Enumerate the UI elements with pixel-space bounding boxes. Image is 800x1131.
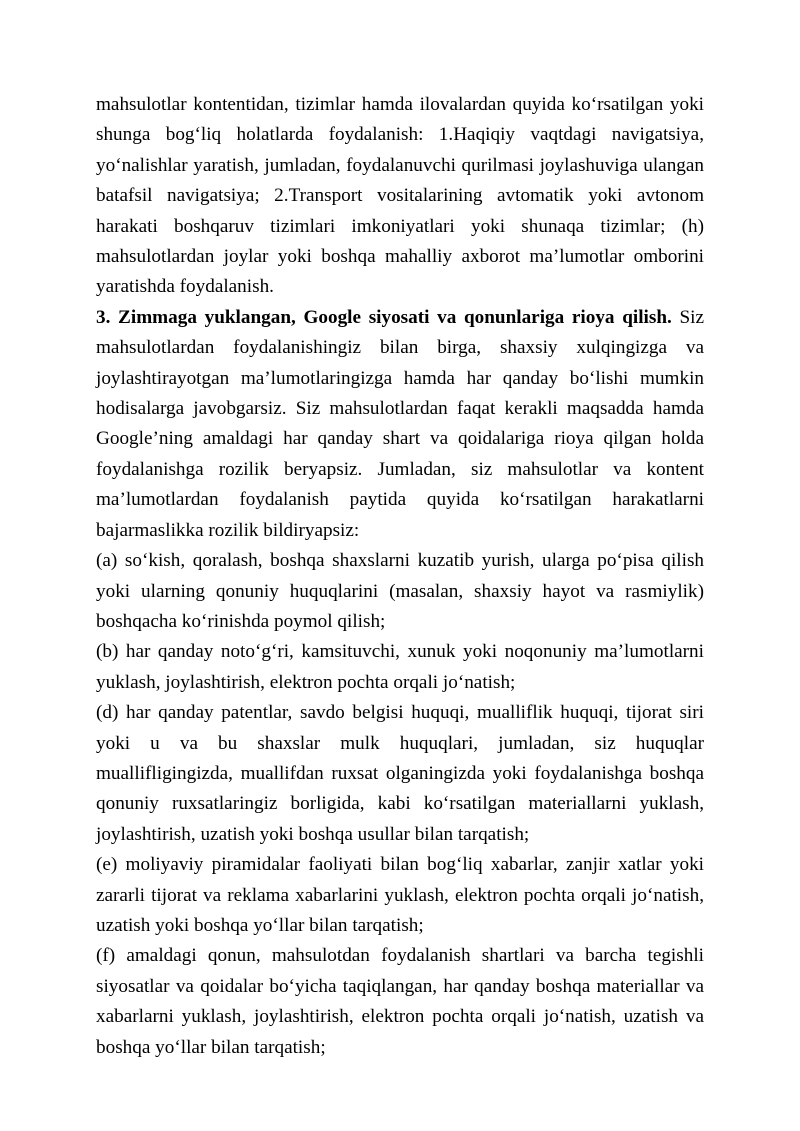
list-item-d: (d) har qanday patentlar, savdo belgisi huquqi, mualliflik huquqi, tijorat siri yoki u va bu shaxslar mulk huquqlari, jumladan, siz huquqlar muallifligingizda, muallifdan ruxsat olganingizda yoki foydalanishga boshqa qonuniy ruxsatlaringiz borligida, kabi ko‘rsatilgan materiallarni yuklash, joylashtirish, uzatish yoki boshqa usullar bilan tarqatish; — [96, 702, 704, 845]
list-item-a: (a) so‘kish, qoralash, boshqa shaxslarni kuzatib yurish, ularga po‘pisa qilish yoki ularning qonuniy huquqlarini (masalan, shaxsiy hayot va rasmiylik) boshqacha ko‘rinishda poymol qilish; — [96, 550, 704, 632]
section-3-body: Siz mahsulotlardan foydalanishingiz bilan birga, shaxsiy xulqingizga va joylashtirayotgan ma’lumotlaringizga hamda har qanday bo‘lishi mumkin hodisalarga javobgarsiz. Siz mahsulotlardan faqat kerakli maqsadda hamda Google’ning amaldagi har qanday shart va qoidalariga rioya qilgan holda foydalanishga rozilik beryapsiz. Jumladan, siz mahsulotlar va kontent ma’lumotlardan foydalanish paytida quyida ko‘rsatilgan harakatlarni bajarmaslikka rozilik bildiryapsiz: — [96, 306, 704, 541]
document-page — [96, 90, 704, 1063]
list-item-b: (b) har qanday noto‘g‘ri, kamsituvchi, xunuk yoki noqonuniy ma’lumotlarni yuklash, joylashtirish, elektron pochta orqali jo‘natish; — [96, 641, 704, 693]
paragraph-continuation: mahsulotlar kontentidan, tizimlar hamda ilovalardan quyida ko‘rsatilgan yoki shunga bog‘liq holatlarda foydalanish: 1.Haqiqiy vaqtdagi navigatsiya, yo‘nalishlar yaratish, jumladan, foydalanuvchi qurilmasi joylashuviga ulangan batafsil navigatsiya; 2.Transport vositalarining avtomatik yoki avtonom harakati boshqaruv tizimlari imkoniyatlari yoki shunaqa tizimlar; (h) mahsulotlardan joylar yoki boshqa mahalliy axborot ma’lumotlar omborini yaratishda foydalanish. — [96, 94, 704, 298]
list-item-f: (f) amaldagi qonun, mahsulotdan foydalanish shartlari va barcha tegishli siyosatlar va qoidalar bo‘yicha taqiqlangan, har qanday boshqa materiallar va xabarlarni yuklash, joylashtirish, elektron pochta orqali jo‘natish, uzatish va boshqa yo‘llar bilan tarqatish; — [96, 945, 704, 1058]
list-item-e: (e) moliyaviy piramidalar faoliyati bilan bog‘liq xabarlar, zanjir xatlar yoki zararli tijorat va reklama xabarlarini yuklash, elektron pochta orqali jo‘natish, uzatish yoki boshqa yo‘llar bilan tarqatish; — [96, 854, 704, 936]
section-3-paragraph — [96, 303, 704, 546]
section-3-heading: 3. Zimmaga yuklangan, Google siyosati va qonunlariga rioya qilish. — [96, 306, 672, 328]
